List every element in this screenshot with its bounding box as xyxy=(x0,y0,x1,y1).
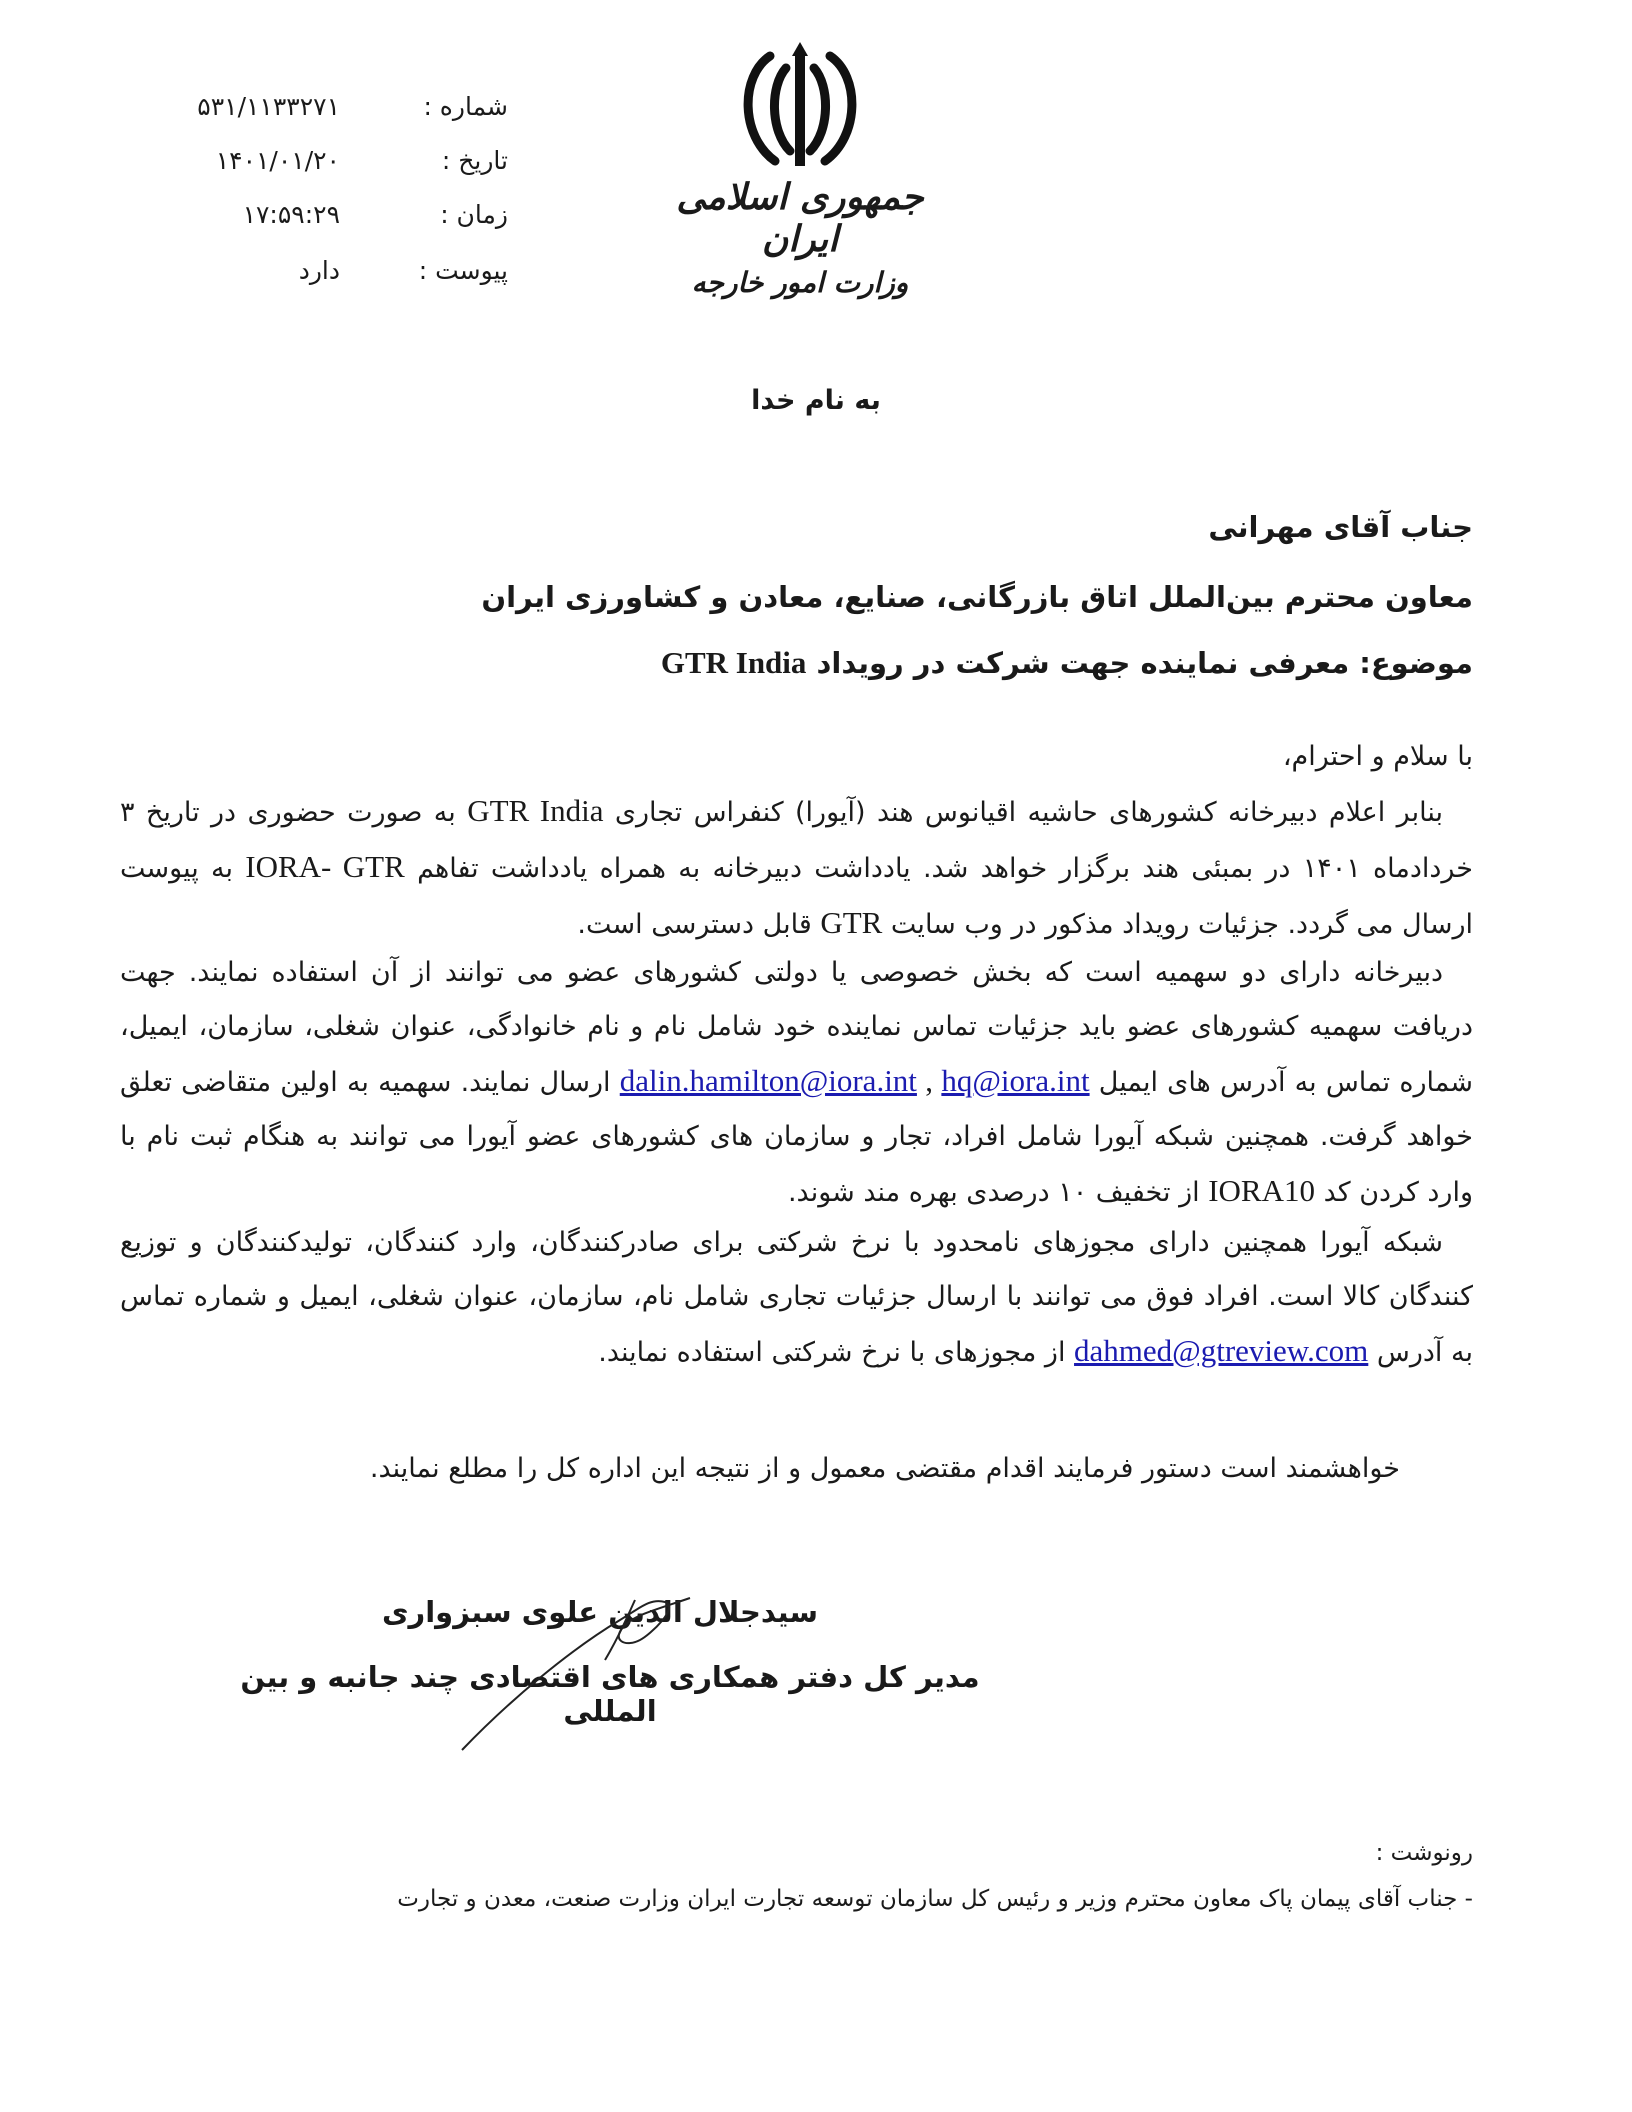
subject-prefix: موضوع: معرفی نماینده جهت شرکت در رویداد xyxy=(816,646,1473,680)
p1-text-e: به پیوست ارسال می گردد. جزئیات رویداد مذکور در وب سایت xyxy=(120,853,1473,940)
paragraph-2 xyxy=(120,946,1473,1220)
iran-emblem-icon xyxy=(730,36,870,176)
letterhead xyxy=(650,36,950,306)
basmala: به نام خدا xyxy=(751,385,881,416)
email-link-dalin[interactable]: dalin.hamilton@iora.int xyxy=(619,1063,917,1098)
p1-iora-gtr: IORA- GTR xyxy=(245,849,405,884)
p1-gtr-india: GTR India xyxy=(467,793,604,828)
cc-label: رونوشت : xyxy=(1375,1840,1473,1866)
greeting: با سلام و احترام، xyxy=(1282,741,1473,772)
recipient-name: جناب آقای مهرانی xyxy=(1208,510,1473,544)
date-label: تاریخ : xyxy=(441,146,508,175)
cc-item: - جناب آقای پیمان پاک معاون محترم وزیر و رئیس کل سازمان توسعه تجارت ایران وزارت صنعت، معدن و تجارت xyxy=(397,1886,1473,1912)
p2-text-c: از تخفیف ۱۰ درصدی بهره مند شوند. xyxy=(787,1177,1200,1208)
closing-sentence: خواهشمند است دستور فرمایند اقدام مقتضی معمول و از نتیجه این اداره کل را مطلع نمایند. xyxy=(369,1453,1400,1484)
p2-text-a: دبیرخانه دارای دو سهمیه است که بخش خصوصی یا دولتی کشورهای عضو می توانند از آن استفاده نمایند. جهت دریافت سهمیه کشورهای عضو باید جزئیات تماس نماینده خود شامل نام و نام خانوادگی، عنوان شغلی، سازمان، ایمیل، شماره تماس به آدرس های ایمیل xyxy=(120,957,1473,1098)
signatory-name: سیدجلال الدین علوی سبزواری xyxy=(381,1595,819,1629)
p2-text-b: ارسال نمایند. سهمیه به اولین متقاضی تعلق خواهد گرفت. همچنین شبکه آیورا شامل افراد، تجار و سازمان های کشورهای عضو آیورا می توانند به هنگام ثبت نام با وارد کردن کد xyxy=(120,1067,1473,1208)
time-value: ۱۷:۵۹:۲۹ xyxy=(242,200,340,229)
signatory-title: مدیر کل دفتر همکاری های اقتصادی چند جانبه و بین المللی xyxy=(240,1660,980,1728)
p1-text-c: به صورت حضوری در تاریخ ۳ خردادماه ۱۴۰۱ در بمبئی هند برگزار خواهد شد. یادداشت دبیرخانه به همراه یادداشت تفاهم xyxy=(120,797,1473,884)
discount-code: IORA10 xyxy=(1208,1173,1315,1208)
p1-text-a: بنابر اعلام دبیرخانه کشورهای حاشیه اقیانوس هند (آیورا) کنفراس تجاری xyxy=(614,797,1443,828)
p3-text-b: از مجوزهای با نرخ شرکتی استفاده نمایند. xyxy=(598,1337,1066,1368)
recipient-title: معاون محترم بین‌الملل اتاق بازرگانی، صنایع، معادن و کشاورزی ایران xyxy=(481,580,1473,614)
p2-separator: , xyxy=(916,1063,942,1098)
attachment-label: پیوست : xyxy=(418,256,508,285)
paragraph-1 xyxy=(120,784,1473,952)
time-label: زمان : xyxy=(440,200,508,229)
p3-text-a: شبکه آیورا همچنین دارای مجوزهای نامحدود با نرخ شرکتی برای صادرکنندگان، وارد کنندگان، تولیدکنندگان و توزیع کنندگان کالا است. افراد فوق می توانند با ارسال جزئیات تجاری شامل نام، سازمان، عنوان شغلی، ایمیل و شماره تماس به آدرس xyxy=(120,1227,1473,1368)
p1-text-g: قابل دسترسی است. xyxy=(577,909,812,940)
letterhead-country: جمهوری اسلامی ایران xyxy=(676,176,924,260)
subject-line xyxy=(300,645,1473,681)
paragraph-3 xyxy=(120,1216,1473,1380)
subject-event: GTR India xyxy=(660,645,807,680)
number-value: ۵۳۱/۱۱۳۳۲۷۱ xyxy=(197,92,340,121)
p1-gtr: GTR xyxy=(820,905,883,940)
signature-icon xyxy=(450,1580,710,1760)
date-value: ۱۴۰۱/۰۱/۲۰ xyxy=(215,146,340,175)
number-label: شماره : xyxy=(423,92,508,121)
email-link-dahmed[interactable]: dahmed@gtreview.com xyxy=(1074,1333,1369,1368)
letterhead-ministry: وزارت امور خارجه xyxy=(691,266,909,299)
attachment-value: دارد xyxy=(298,256,340,285)
email-link-hq[interactable]: hq@iora.int xyxy=(941,1063,1090,1098)
